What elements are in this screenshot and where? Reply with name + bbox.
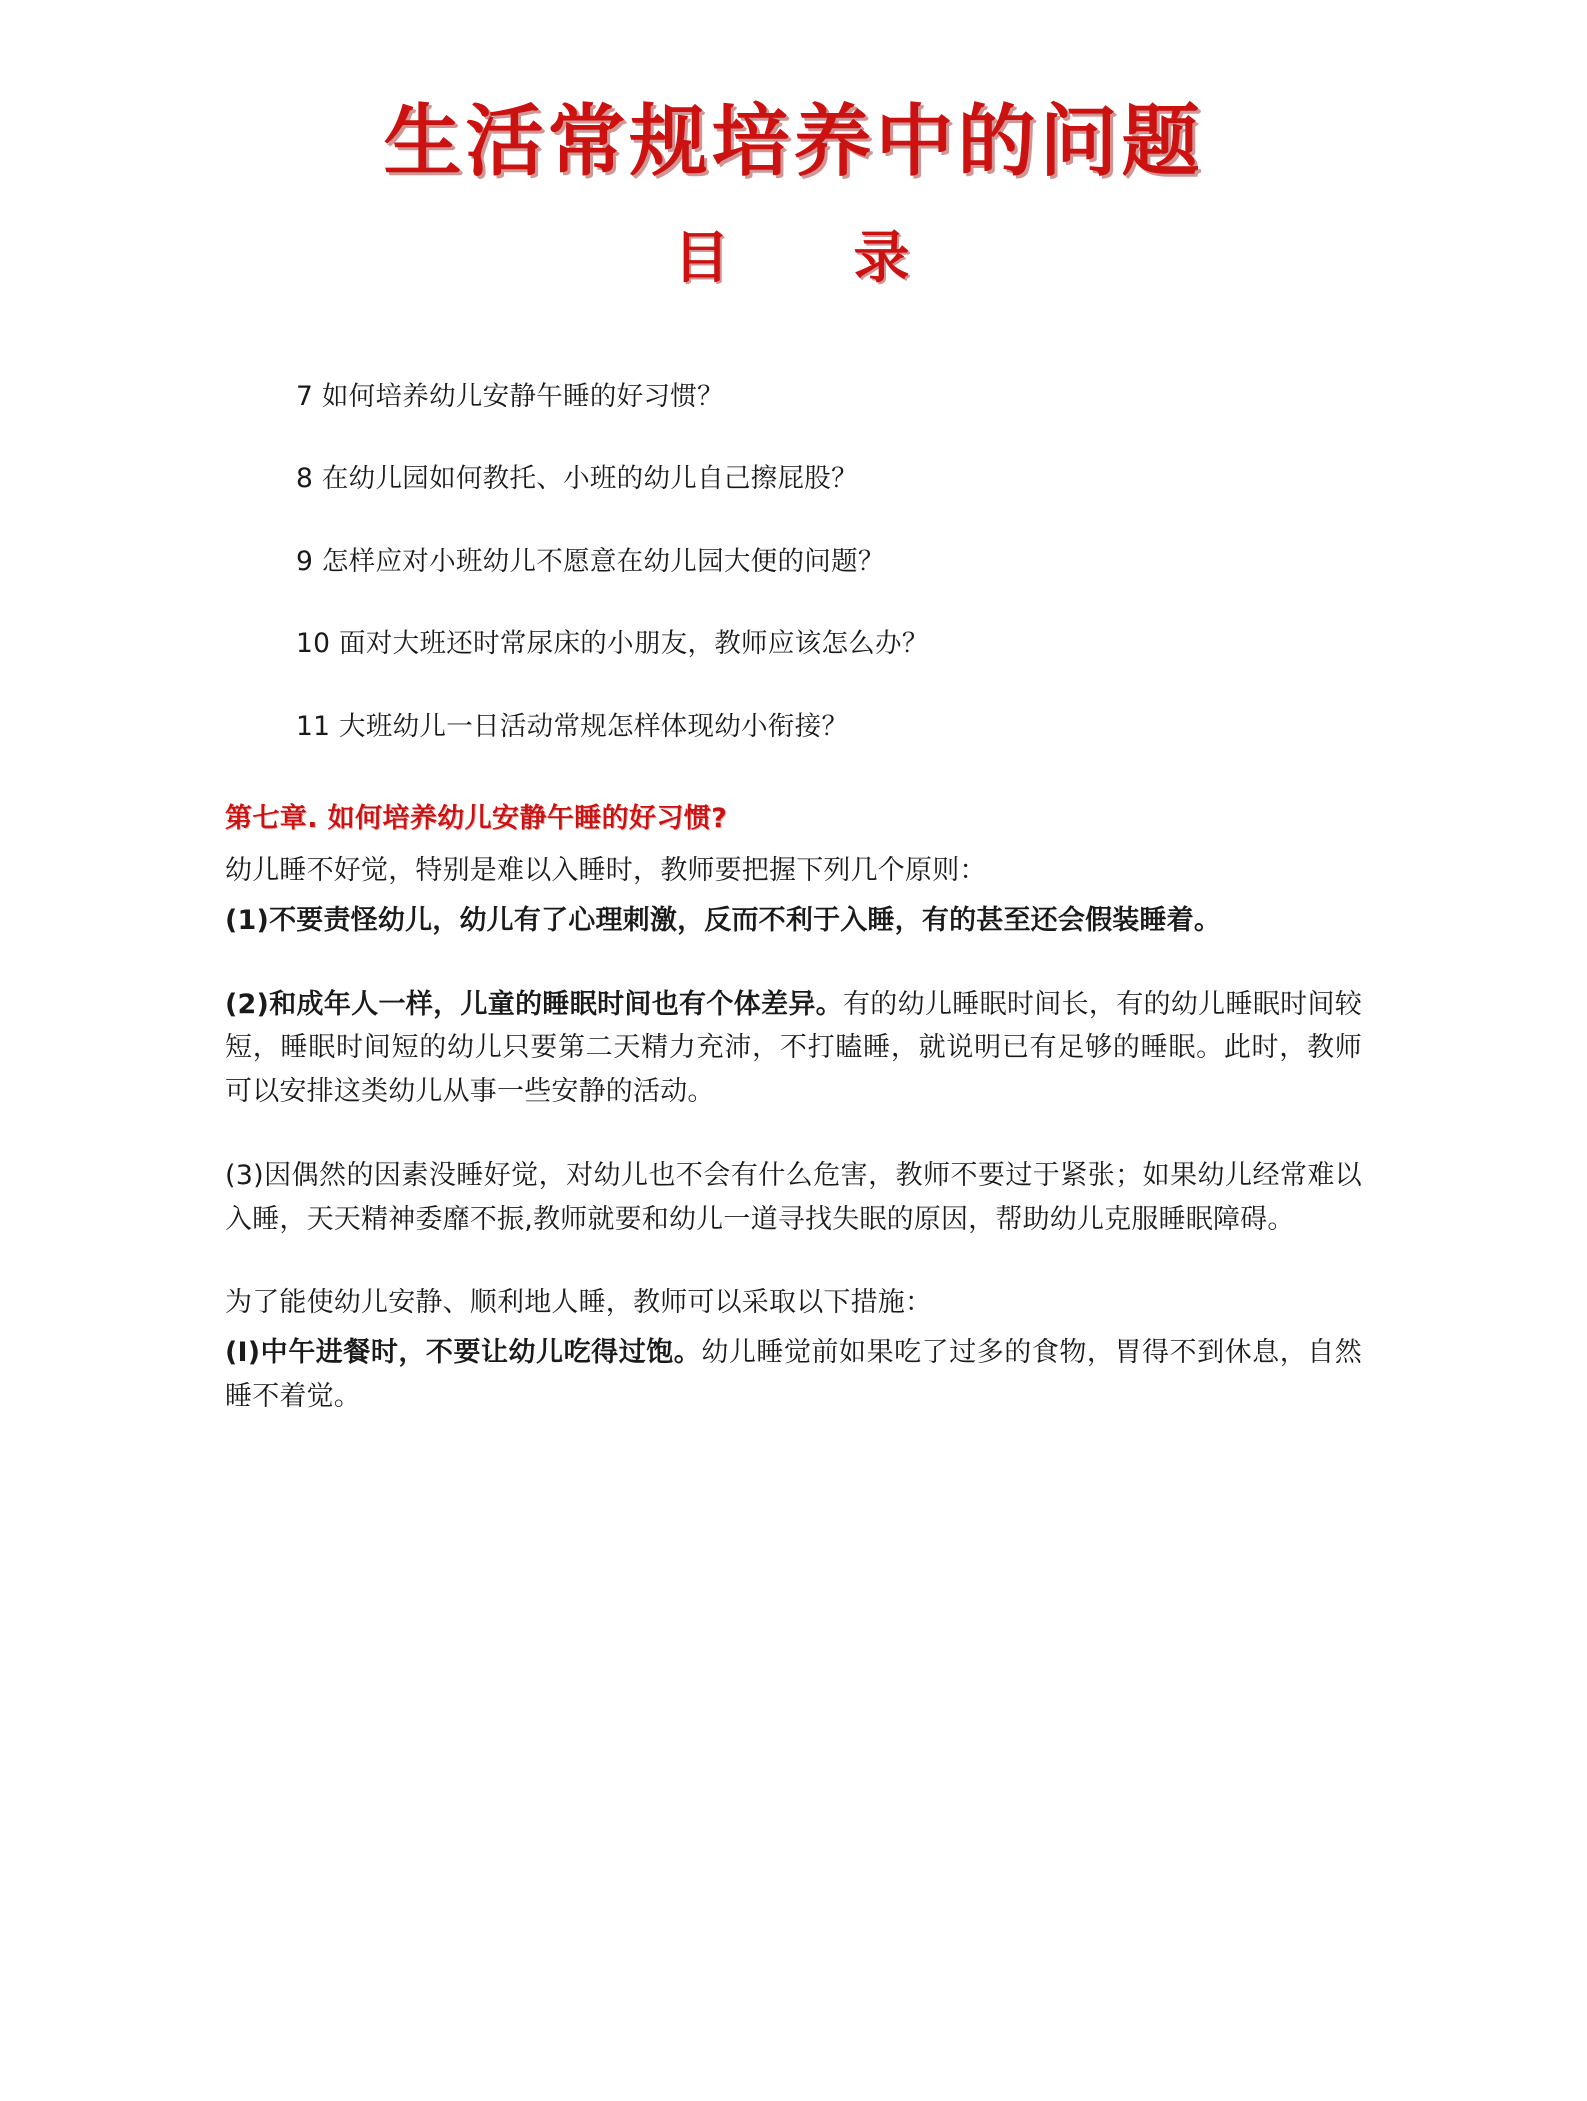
title-block [0, 0, 1587, 294]
principle-2-lead: (2)和成年人一样，儿童的睡眠时间也有个体差异。 [225, 988, 843, 1020]
toc-entry-9[interactable]: 9 怎样应对小班幼儿不愿意在幼儿园大便的问题？ [296, 545, 885, 577]
principle-2-body: 有的幼儿睡眠时间长，有的幼儿睡眠时间较短，睡眠时间短的幼儿只要第二天精力充沛，不打瞌睡，就说明已有足够的睡眠。此时，教师可以安排这类幼儿从事一些安静的活动。 [225, 988, 1362, 1108]
chapter-intro-paragraph: 幼儿睡不好觉，特别是难以入睡时，教师要把握下列几个原则： [225, 855, 987, 887]
measure-1-body: 幼儿睡觉前如果吃了过多的食物，胃得不到休息，自然睡不着觉。 [225, 1337, 1362, 1412]
toc-entry-7[interactable]: 7 如何培养幼儿安静午睡的好习惯？ [296, 381, 724, 413]
page-title: 生活常规培养中的问题 [383, 97, 1204, 187]
chapter-heading: 第七章. 如何培养幼儿安静午睡的好习惯? [225, 803, 728, 835]
measure-1-lead: (I)中午进餐时，不要让幼儿吃得过饱。 [225, 1337, 702, 1369]
measures-intro-paragraph: 为了能使幼儿安静、顺利地人睡，教师可以采取以下措施： [225, 1287, 933, 1319]
table-of-contents-heading: 目 录 [673, 226, 914, 292]
chapter-body [0, 796, 1587, 1418]
principle-1-paragraph: (1)不要责怪幼儿，幼儿有了心理刺激，反而不利于入睡，有的甚至还会假装睡着。 [225, 904, 1222, 936]
principle-3-paragraph: (3)因偶然的因素没睡好觉，对幼儿也不会有什么危害，教师不要过于紧张；如果幼儿经常难以入睡，天天精神委靡不振,教师就要和幼儿一道寻找失眠的原因，帮助幼儿克服睡眠障碍。 [225, 1159, 1362, 1235]
toc-entry-11[interactable]: 11 大班幼儿一日活动常规怎样体现幼小衔接？ [296, 710, 849, 742]
toc-entry-10[interactable]: 10 面对大班还时常尿床的小朋友，教师应该怎么办？ [296, 628, 929, 660]
measure-1-paragraph [225, 1331, 1362, 1418]
toc-entry-8[interactable]: 8 在幼儿园如何教托、小班的幼儿自己擦屁股？ [296, 463, 858, 495]
table-of-contents [0, 380, 1587, 744]
principle-2-paragraph [225, 983, 1362, 1114]
